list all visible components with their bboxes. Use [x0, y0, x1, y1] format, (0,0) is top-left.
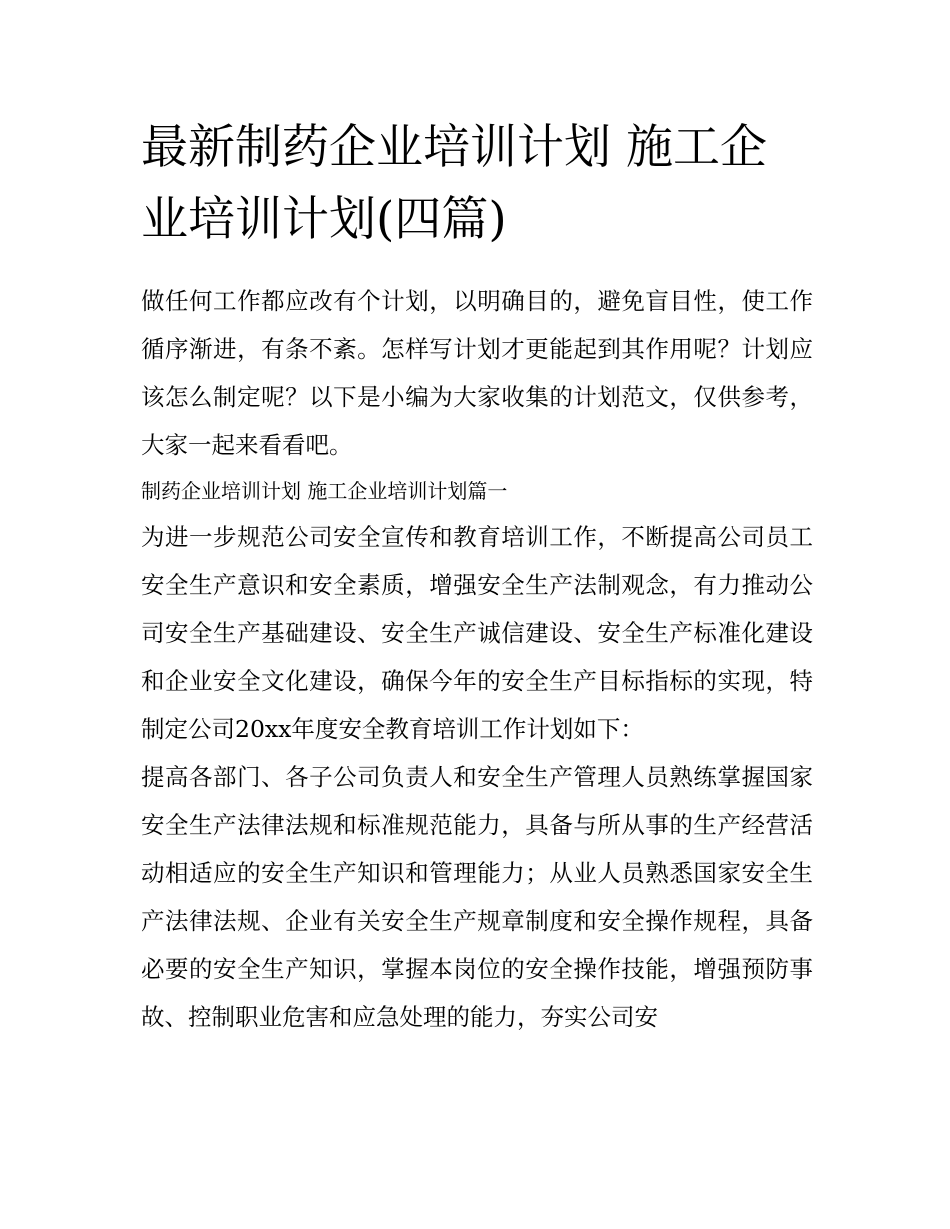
section-heading: 制药企业培训计划 施工企业培训计划篇一	[141, 479, 508, 503]
document-title: 最新制药企业培训计划 施工企业培训计划(四篇)	[141, 120, 767, 247]
intro-paragraph: 做任何工作都应改有个计划，以明确目的，避免盲目性，使工作循序渐进，有条不紊。怎样写计划才更能起到其作用呢？计划应该怎么制定呢？以下是小编为大家收集的计划范文，仅供参考，大家一起来看看吧。	[141, 287, 813, 459]
body-paragraph-1: 为进一步规范公司安全宣传和教育培训工作，不断提高公司员工安全生产意识和安全素质，增强安全生产法制观念，有力推动公司安全生产基础建设、安全生产诚信建设、安全生产标准化建设和企业安全文化建设，确保今年的安全生产目标指标的实现，特制定公司20xx年度安全教育培训工作计划如下：	[141, 523, 813, 743]
body-paragraph-2: 提高各部门、各子公司负责人和安全生产管理人员熟练掌握国家安全生产法律法规和标准规范能力，具备与所从事的生产经营活动相适应的安全生产知识和管理能力；从业人员熟悉国家安全生产法律法规、企业有关安全生产规章制度和安全操作规程，具备必要的安全生产知识，掌握本岗位的安全操作技能，增强预防事故、控制职业危害和应急处理的能力，夯实公司安	[141, 763, 813, 1031]
document-body	[141, 112, 813, 1041]
